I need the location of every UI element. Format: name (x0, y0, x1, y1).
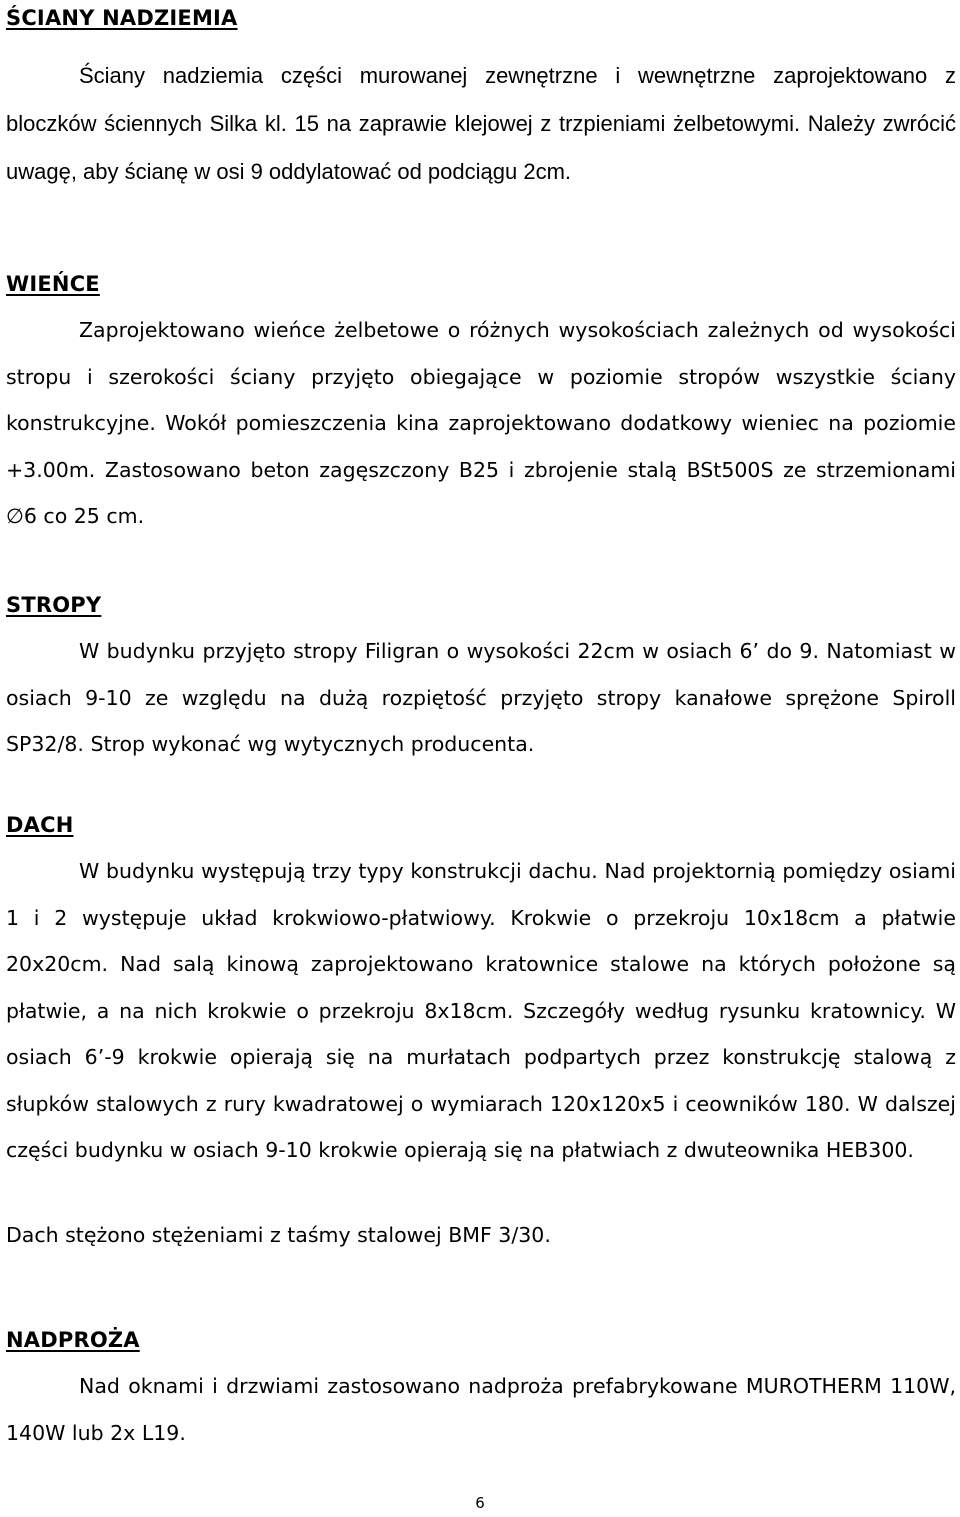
paragraph-stropy: W budynku przyjęto stropy Filigran o wysokości 22cm w osiach 6’ do 9. Natomiast w osiach 9-10 ze względu na dużą rozpiętość przyjęto stropy kanałowe sprężone Spiroll SP32/8. Strop wykonać wg wytycznych producenta. (6, 639, 956, 756)
heading-dach: DACH (6, 813, 74, 837)
heading-wience: WIEŃCE (6, 272, 100, 296)
heading-sciany-nadziemia: ŚCIANY NADZIEMIA (6, 6, 238, 30)
paragraph-wience: Zaprojektowano wieńce żelbetowe o różnych wysokościach zależnych od wysokości stropu i szerokości ściany przyjęto obiegające w poziomie stropów wszystkie ściany konstrukcyjne. Wokół pomieszczenia kina zaprojektowano dodatkowy wieniec na poziomie +3.00m. Zastosowano beton zagęszczony B25 i zbrojenie stalą BSt500S ze strzemionami ∅6 co 25 cm. (6, 318, 956, 528)
page-number: 6 (475, 1494, 485, 1512)
heading-nadproza: NADPROŻA (6, 1328, 140, 1352)
paragraph-sciany-nadziemia: Ściany nadziemia części murowanej zewnętrzne i wewnętrzne zaprojektowano z bloczków ściennych Silka kl. 15 na zaprawie klejowej z trzpieniami żelbetowymi. Należy zwrócić uwagę, aby ścianę w osi 9 oddylatować od podciągu 2cm. (6, 63, 956, 184)
paragraph-dach-stezenia: Dach stężono stężeniami z taśmy stalowej BMF 3/30. (6, 1223, 551, 1247)
heading-stropy: STROPY (6, 593, 102, 617)
paragraph-dach: W budynku występują trzy typy konstrukcji dachu. Nad projektornią pomiędzy osiami 1 i 2 występuje układ krokwiowo-płatwiowy. Krokwie o przekroju 10x18cm a płatwie 20x20cm. Nad salą kinową zaprojektowano kratownice stalowe na których położone są płatwie, a na nich krokwie o przekroju 8x18cm. Szczegóły według rysunku kratownicy. W osiach 6’-9 krokwie opierają się na murłatach podpartych przez konstrukcję stalową z słupków stalowych z rury kwadratowej o wymiarach 120x120x5 i ceowników 180. W dalszej części budynku w osiach 9-10 krokwie opierają się na płatwiach z dwuteownika HEB300. (6, 859, 956, 1162)
paragraph-nadproza: Nad oknami i drzwiami zastosowano nadproża prefabrykowane MUROTHERM 110W, 140W lub 2x L19. (6, 1374, 956, 1445)
